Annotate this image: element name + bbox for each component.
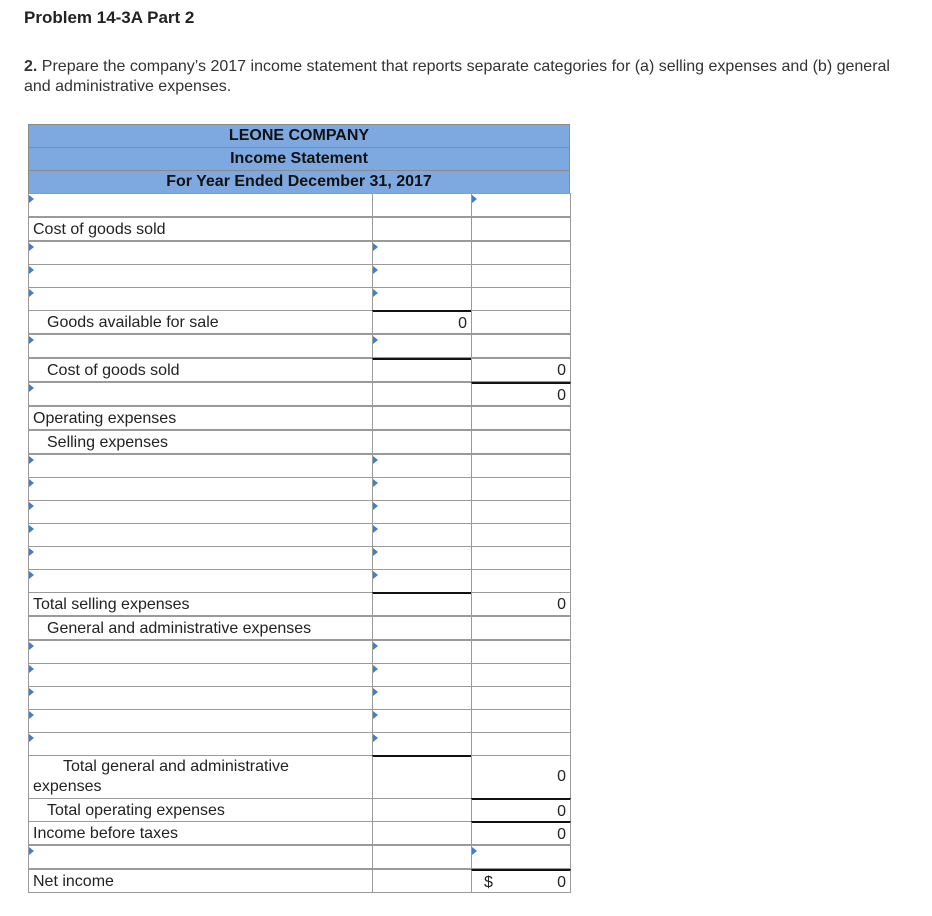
amount-input[interactable] [372, 569, 472, 593]
net-income-label: Net income [33, 873, 114, 890]
label-input[interactable] [28, 477, 373, 501]
label-input[interactable] [28, 193, 373, 217]
dropdown-marker-icon [373, 665, 378, 673]
table-row [28, 477, 571, 501]
label-input[interactable] [28, 334, 373, 358]
dropdown-marker-icon [29, 711, 34, 719]
net-income-value: 0 [557, 874, 566, 891]
income-before-taxes-label: Income before taxes [33, 825, 178, 842]
gross-profit-value: 0 [557, 387, 566, 404]
label-input[interactable] [28, 709, 373, 733]
cost-of-goods-sold-label: Cost of goods sold [47, 362, 180, 379]
total-general-admin-label-line2: expenses [33, 778, 102, 795]
amount-input[interactable] [471, 845, 571, 869]
dropdown-marker-icon [29, 336, 34, 344]
dropdown-marker-icon [373, 502, 378, 510]
table-row [28, 310, 571, 334]
dropdown-marker-icon [373, 571, 378, 579]
currency-symbol: $ [484, 874, 493, 891]
amount-input[interactable] [372, 477, 472, 501]
label-input[interactable] [28, 523, 373, 547]
label-input[interactable] [28, 287, 373, 311]
total-general-admin-label-line1: Total general and administrative [63, 758, 289, 775]
table-row [28, 358, 571, 382]
table-row [28, 592, 571, 616]
table-row [28, 546, 571, 570]
table-row [28, 264, 571, 288]
dropdown-marker-icon [29, 266, 34, 274]
amount-input[interactable] [372, 709, 472, 733]
table-row [28, 755, 571, 801]
amount-input[interactable] [372, 640, 472, 664]
table-row [28, 732, 571, 756]
dropdown-marker-icon [373, 336, 378, 344]
dropdown-marker-icon [373, 711, 378, 719]
dropdown-marker-icon [29, 384, 34, 392]
amount-input[interactable] [372, 287, 472, 311]
total-selling-value: 0 [557, 596, 566, 613]
dropdown-marker-icon [29, 195, 34, 203]
dropdown-marker-icon [472, 195, 477, 203]
label-input[interactable] [28, 382, 373, 406]
dropdown-marker-icon [29, 688, 34, 696]
dropdown-marker-icon [373, 525, 378, 533]
amount-input[interactable] [372, 523, 472, 547]
label-input[interactable] [28, 663, 373, 687]
amount-input[interactable] [372, 264, 472, 288]
instructions [24, 57, 914, 97]
label-input[interactable] [28, 500, 373, 524]
table-row [28, 798, 571, 822]
total-selling-label: Total selling expenses [33, 596, 190, 613]
amount-input[interactable] [372, 663, 472, 687]
total-operating-label: Total operating expenses [47, 802, 225, 819]
dropdown-marker-icon [29, 289, 34, 297]
dropdown-marker-icon [373, 456, 378, 464]
table-row [28, 845, 571, 869]
dropdown-marker-icon [29, 734, 34, 742]
goods-available-label: Goods available for sale [47, 314, 219, 331]
table-row [28, 217, 571, 241]
table-row [28, 500, 571, 524]
table-row [28, 616, 571, 640]
dropdown-marker-icon [29, 642, 34, 650]
dropdown-marker-icon [29, 243, 34, 251]
label-input[interactable] [28, 845, 373, 869]
table-row [28, 640, 571, 664]
total-operating-value: 0 [557, 803, 566, 820]
statement-period: For Year Ended December 31, 2017 [28, 170, 570, 194]
instruction-text: Prepare the company’s 2017 income statement that reports separate categories for (a) selling expenses and (b) general and administrative expenses. [24, 58, 890, 95]
total-general-admin-value: 0 [557, 768, 566, 785]
label-input[interactable] [28, 241, 373, 265]
amount-input[interactable] [372, 454, 472, 478]
table-row [28, 663, 571, 687]
statement-name: Income Statement [28, 147, 570, 171]
amount-input[interactable] [372, 686, 472, 710]
general-admin-label: General and administrative expenses [47, 620, 312, 637]
dropdown-marker-icon [373, 734, 378, 742]
table-row [28, 406, 571, 430]
table-row [28, 686, 571, 710]
dropdown-marker-icon [472, 847, 477, 855]
table-row [28, 193, 571, 217]
dropdown-marker-icon [29, 456, 34, 464]
goods-available-value: 0 [458, 315, 467, 332]
table-row [28, 430, 571, 454]
label-input[interactable] [28, 732, 373, 756]
dropdown-marker-icon [373, 266, 378, 274]
amount-input[interactable] [471, 193, 571, 217]
cost-of-goods-sold-value: 0 [557, 362, 566, 379]
table-row [28, 241, 571, 265]
amount-input[interactable] [372, 500, 472, 524]
table-row [28, 334, 571, 358]
dropdown-marker-icon [373, 642, 378, 650]
income-before-taxes-value: 0 [557, 826, 566, 843]
dropdown-marker-icon [373, 479, 378, 487]
dropdown-marker-icon [29, 525, 34, 533]
amount-input[interactable] [372, 546, 472, 570]
dropdown-marker-icon [29, 847, 34, 855]
instruction-number: 2. [24, 58, 38, 75]
dropdown-marker-icon [373, 688, 378, 696]
dropdown-marker-icon [29, 665, 34, 673]
amount-input[interactable] [372, 193, 472, 217]
table-row [28, 382, 571, 406]
amount-input[interactable] [372, 732, 472, 756]
dropdown-marker-icon [373, 548, 378, 556]
operating-expenses-label: Operating expenses [33, 410, 177, 427]
table-row [28, 709, 571, 733]
cogs-heading: Cost of goods sold [33, 221, 166, 238]
label-input[interactable] [28, 640, 373, 664]
amount-input[interactable] [372, 241, 472, 265]
amount-input[interactable] [372, 334, 472, 358]
dropdown-marker-icon [29, 502, 34, 510]
company-name: LEONE COMPANY [28, 124, 570, 148]
problem-title: Problem 14-3A Part 2 [24, 8, 195, 27]
dropdown-marker-icon [373, 289, 378, 297]
label-input[interactable] [28, 569, 373, 593]
table-row [28, 454, 571, 478]
table-row [28, 523, 571, 547]
table-row [28, 821, 571, 845]
dropdown-marker-icon [29, 571, 34, 579]
label-input[interactable] [28, 546, 373, 570]
table-row [28, 569, 571, 593]
label-input[interactable] [28, 454, 373, 478]
selling-expenses-label: Selling expenses [47, 434, 168, 451]
label-input[interactable] [28, 686, 373, 710]
table-row [28, 869, 571, 893]
label-input[interactable] [28, 264, 373, 288]
table-row [28, 287, 571, 311]
dropdown-marker-icon [29, 479, 34, 487]
dropdown-marker-icon [373, 243, 378, 251]
dropdown-marker-icon [29, 548, 34, 556]
